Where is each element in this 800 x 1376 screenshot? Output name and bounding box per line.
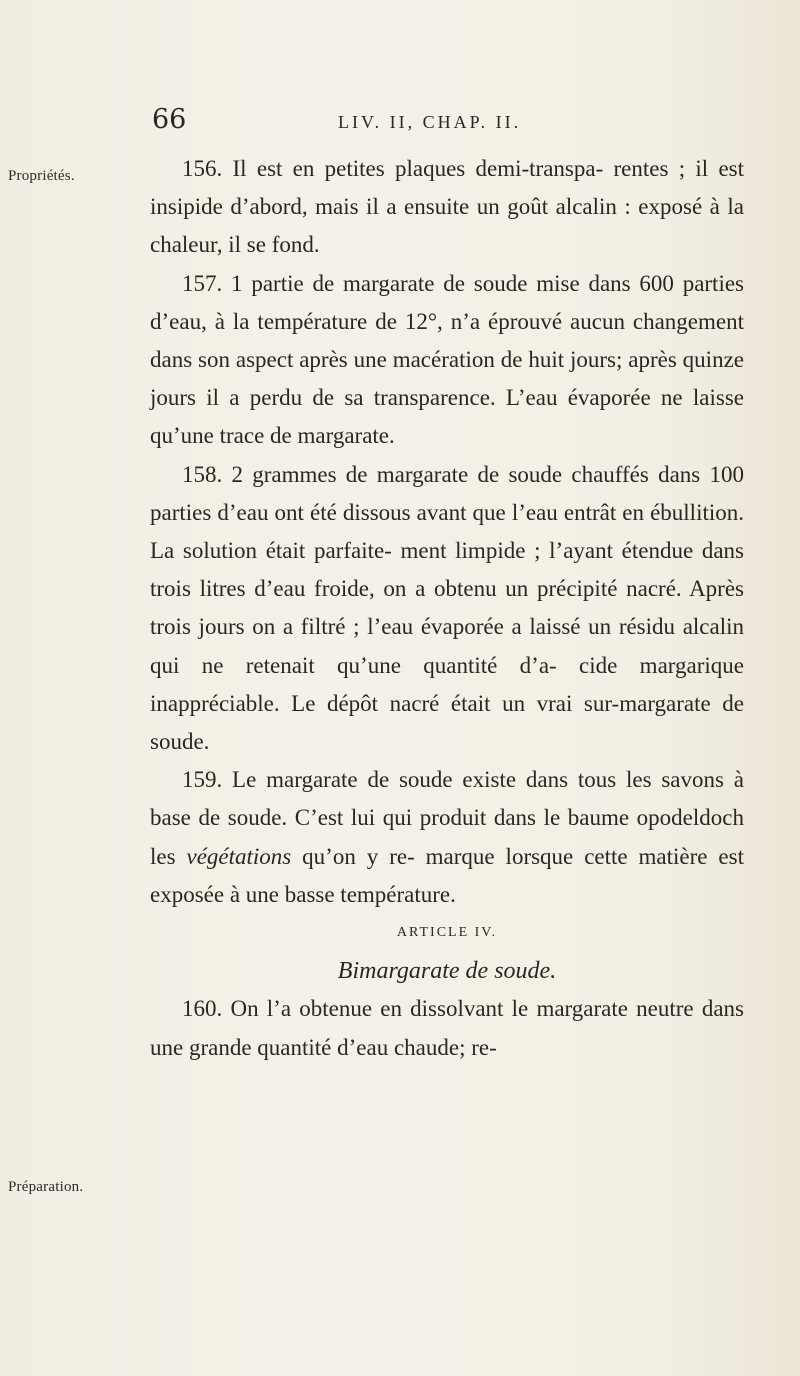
body-text <box>150 150 744 1067</box>
paragraph-159-italic: végétations <box>186 843 292 869</box>
paragraph-156: 156. Il est en petites plaques demi-transpa- rentes ; il est insipide d’abord, mais il a ensuite un goût alcalin : exposé à la chaleur, il se fond. <box>150 156 744 258</box>
paragraph-159-end: qu’on y re- marque lorsque cette matière est exposée à une basse température. <box>150 843 744 907</box>
margin-note-preparation: Préparation. <box>8 1179 84 1195</box>
page-header <box>150 104 740 144</box>
article-title: Bimargarate de soude. <box>337 958 557 985</box>
paragraph-159-start: 159. Le margarate de soude existe dans tous les savons à base de soude. C’est lui qui produit dans le baume opodeldoch les <box>150 767 744 869</box>
paragraph-159 <box>150 761 744 914</box>
running-head: LIV. II, CHAP. II. <box>338 112 522 132</box>
paragraph-160: 160. On l’a obtenue en dissolvant le margarate neutre dans une grande quantité d’eau chaude; re- <box>150 996 744 1060</box>
paragraph-158: 158. 2 grammes de margarate de soude chauffés dans 100 parties d’eau ont été dissous avant que l’eau entrât en ébullition. La solution était parfaite- ment limpide ; l’ayant étendue dans trois litres d’eau froide, on a obtenu un précipité nacré. Après trois jours on a filtré ; l’eau évaporée a laissé un résidu alcalin qui ne retenait qu’une quantité d’a- cide margarique inappréciable. Le dépôt nacré était un vrai sur-margarate de soude. <box>150 461 744 755</box>
article-label: ARTICLE IV. <box>396 925 498 941</box>
margin-note-properties: Propriétés. <box>8 168 75 184</box>
page-number: 66 <box>152 104 187 135</box>
paragraph-157: 157. 1 partie de margarate de soude mise dans 600 parties d’eau, à la température de 12°, n’a éprouvé aucun changement dans son aspect après une macération de huit jours; après quinze jours il a perdu de sa transparence. L’eau évaporée ne laisse qu’une trace de margarate. <box>150 270 744 449</box>
